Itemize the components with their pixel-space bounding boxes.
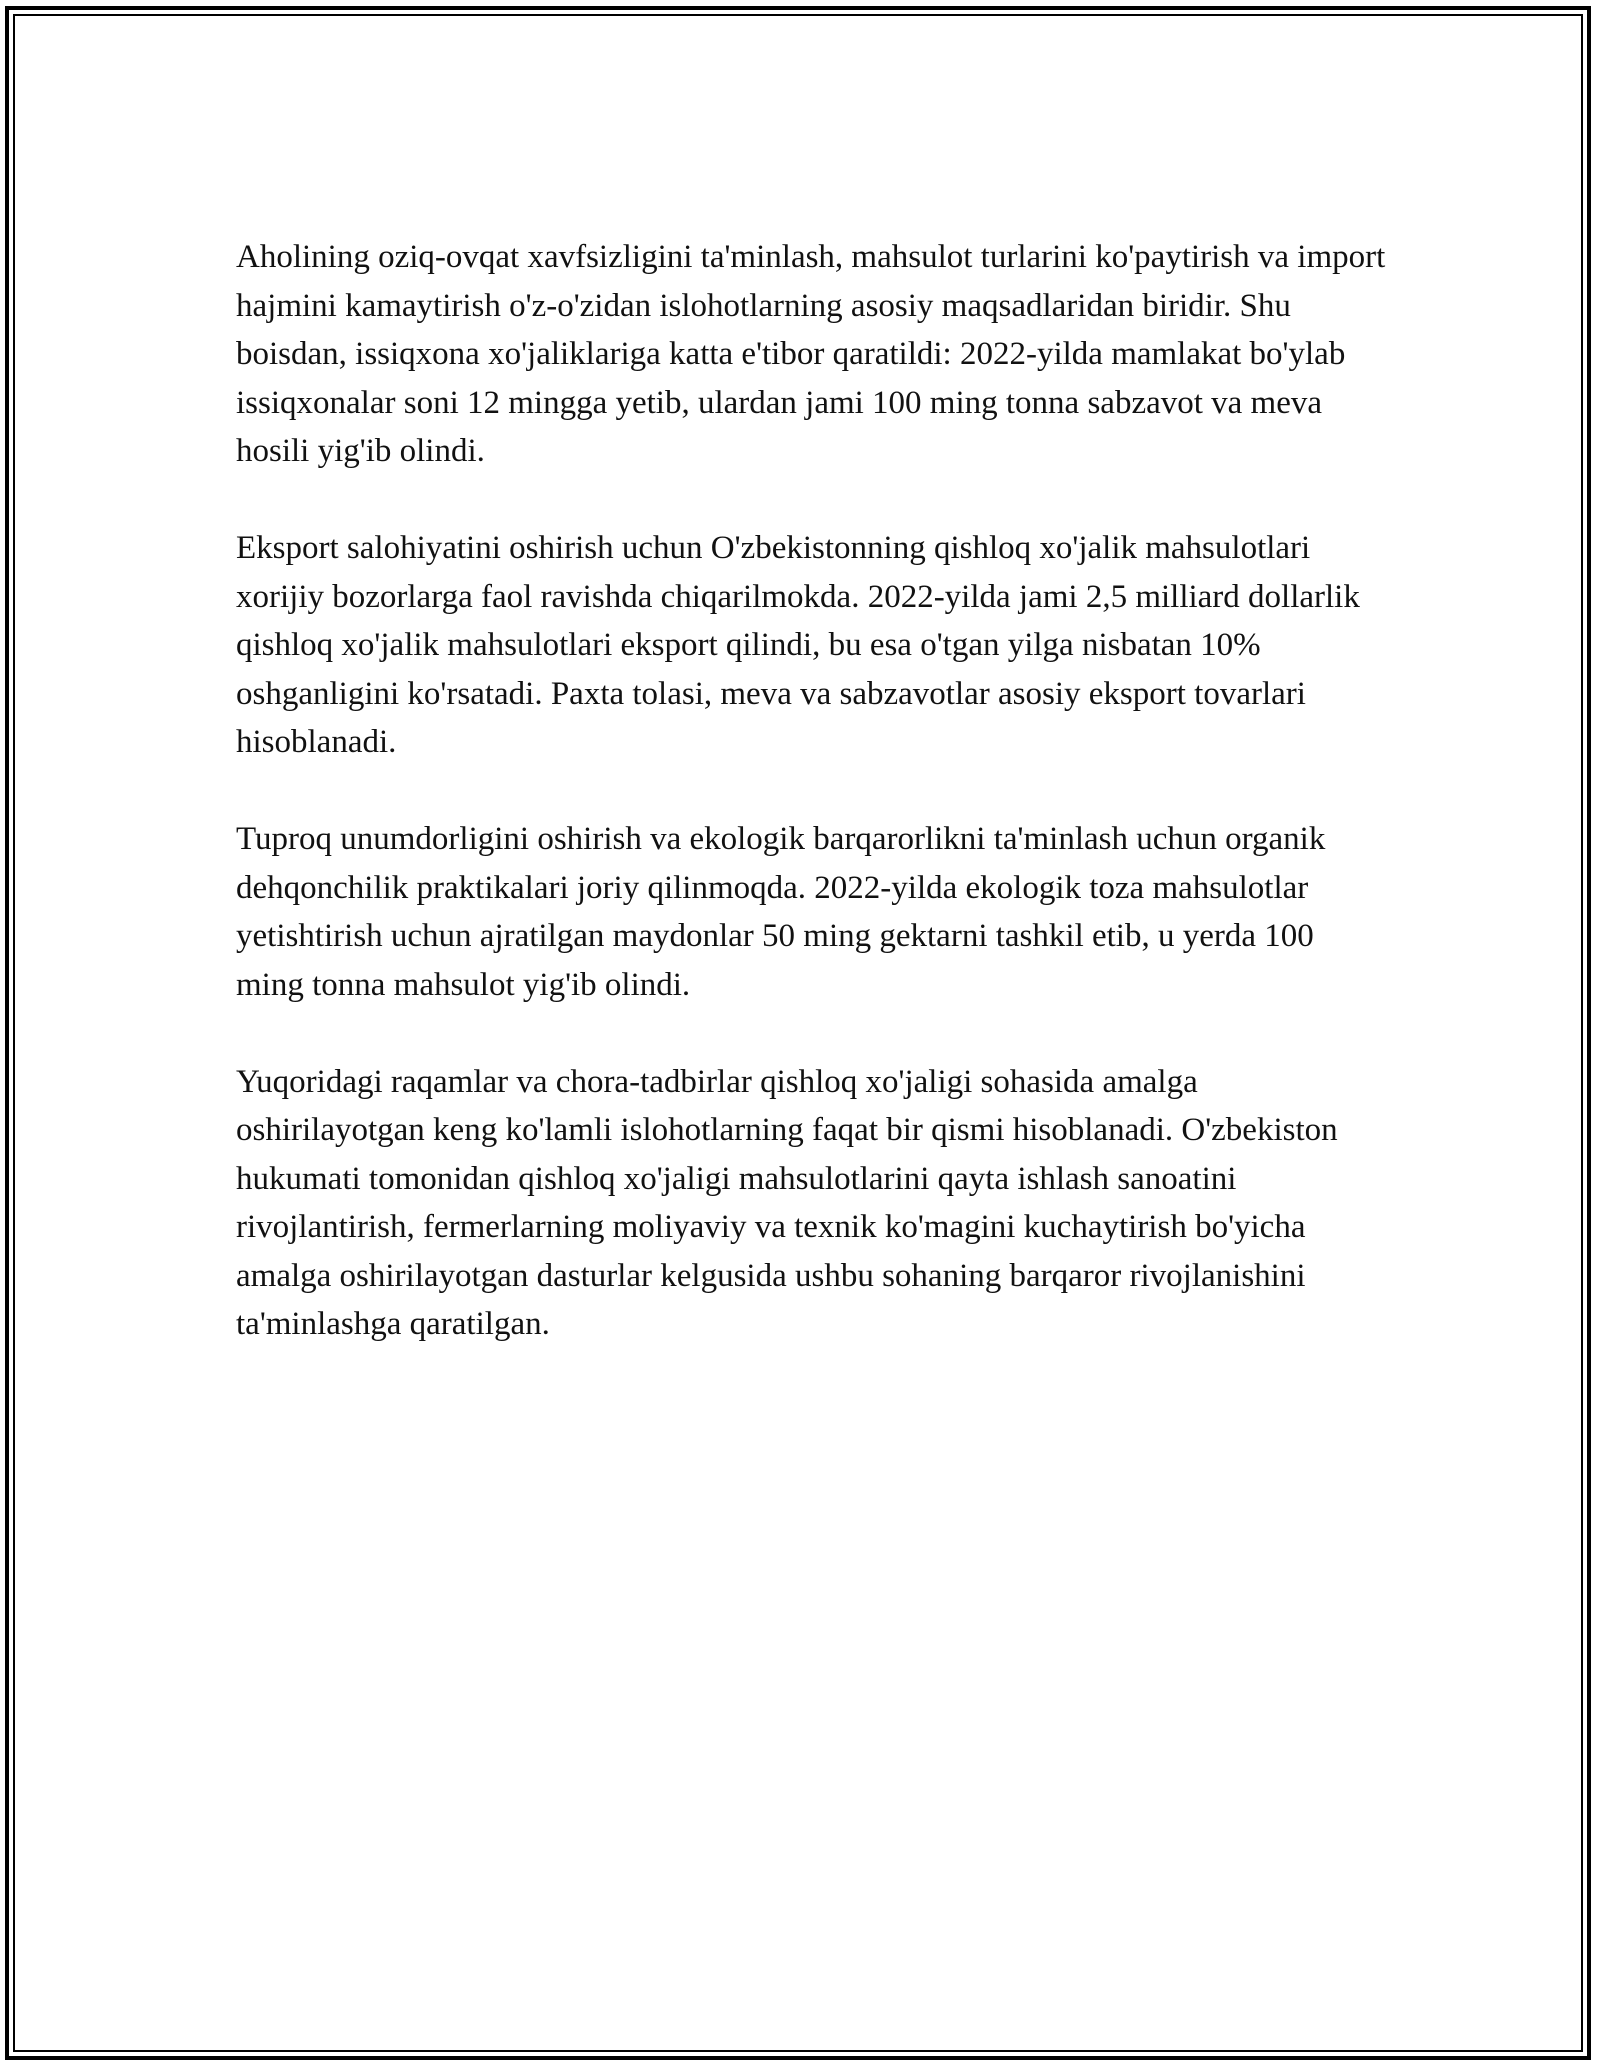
document-body bbox=[236, 233, 1386, 1349]
paragraph-organic-farming: Tuproq unumdorligini oshirish va ekologik barqarorlikni ta'minlash uchun organik dehqonchilik praktikalari joriy qilinmoqda. 2022-yilda ekologik toza mahsulotlar yetishtirish uchun ajratilgan maydonlar 50 ming gektarni tashkil etib, u yerda 100 ming tonna mahsulot yig'ib olindi. bbox=[236, 821, 1326, 1003]
paragraph-export: Eksport salohiyatini oshirish uchun O'zbekistonning qishloq xo'jalik mahsulotlari xorijiy bozorlarga faol ravishda chiqarilmokda. 2022-yilda jami 2,5 milliard dollarlik qishloq xo'jalik mahsulotlari eksport qilindi, bu esa o'tgan yilga nisbatan 10% oshganligini ko'rsatadi. Paxta tolasi, meva va sabzavotlar asosiy eksport tovarlari hisoblanadi. bbox=[236, 530, 1360, 760]
paragraph-conclusion: Yuqoridagi raqamlar va chora-tadbirlar qishloq xo'jaligi sohasida amalga oshirilayotgan keng ko'lamli islohotlarning faqat bir qismi hisoblanadi. O'zbekiston hukumati tomonidan qishloq xo'jaligi mahsulotlarini qayta ishlash sanoatini rivojlantirish, fermerlarning moliyaviy va texnik ko'magini kuchaytirish bo'yicha amalga oshirilayotgan dasturlar kelgusida ushbu sohaning barqaror rivojlanishini ta'minlashga qaratilgan. bbox=[236, 1063, 1338, 1342]
paragraph-greenhouse: Aholining oziq-ovqat xavfsizligini ta'minlash, mahsulot turlarini ko'paytirish va import hajmini kamaytirish o'z-o'zidan islohotlarning asosiy maqsadlaridan biridir. Shu boisdan, issiqxona xo'jaliklariga katta e'tibor qaratildi: 2022-yilda mamlakat bo'ylab issiqxonalar soni 12 mingga yetib, ulardan jami 100 ming tonna sabzavot va meva hosili yig'ib olindi. bbox=[236, 239, 1386, 469]
